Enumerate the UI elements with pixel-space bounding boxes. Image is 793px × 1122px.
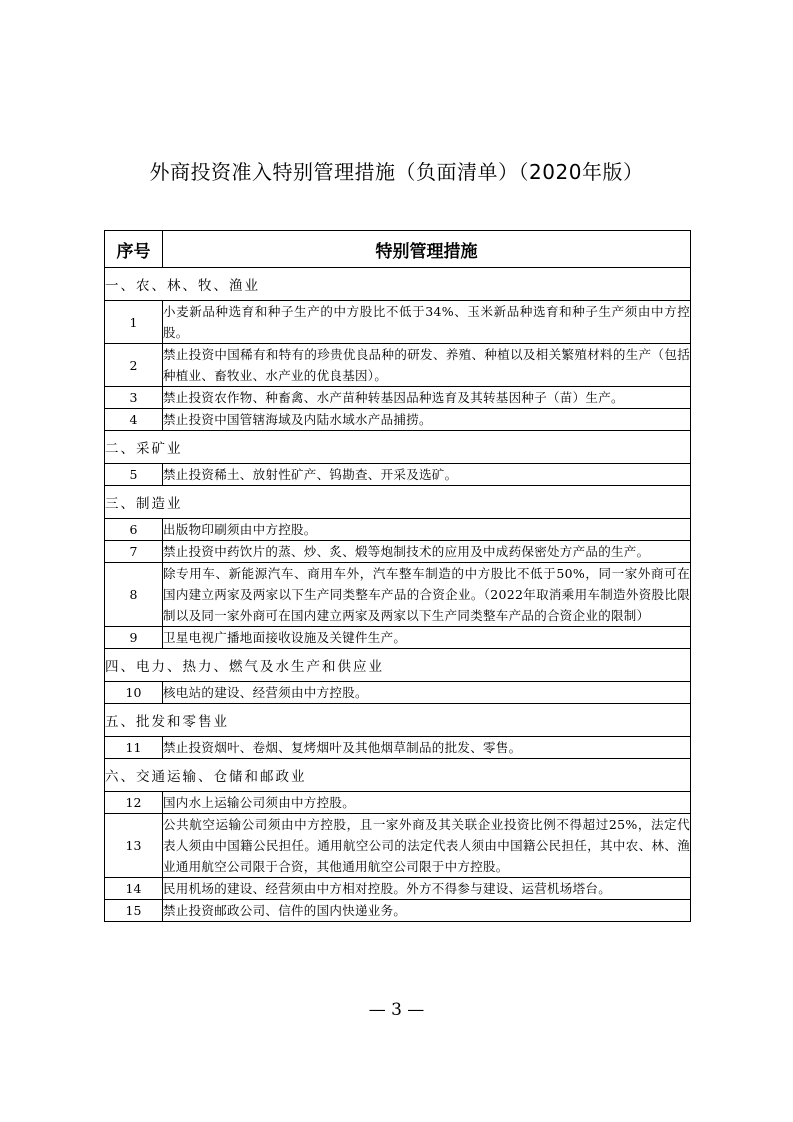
row-measure: 禁止投资稀土、放射性矿产、钨勘查、开采及选矿。 — [163, 464, 691, 486]
row-number: 12 — [105, 792, 163, 814]
row-number: 8 — [105, 563, 163, 627]
section-heading: 一、农、林、牧、渔业 — [105, 268, 691, 301]
row-number: 4 — [105, 409, 163, 431]
section-heading: 二、采矿业 — [105, 431, 691, 464]
table-row — [105, 900, 691, 922]
section-heading: 四、电力、热力、燃气及水生产和供应业 — [105, 649, 691, 682]
row-number: 2 — [105, 344, 163, 387]
row-measure: 民用机场的建设、经营须由中方相对控股。外方不得参与建设、运营机场塔台。 — [163, 878, 691, 900]
row-number: 6 — [105, 519, 163, 541]
row-measure: 禁止投资中药饮片的蒸、炒、炙、煅等炮制技术的应用及中成药保密处方产品的生产。 — [163, 541, 691, 563]
row-number: 3 — [105, 387, 163, 409]
section-row — [105, 759, 691, 792]
row-number: 1 — [105, 301, 163, 344]
row-number: 11 — [105, 737, 163, 759]
section-row — [105, 649, 691, 682]
section-row — [105, 431, 691, 464]
table-row — [105, 792, 691, 814]
table-row — [105, 519, 691, 541]
negative-list-table — [104, 230, 691, 922]
row-measure: 禁止投资邮政公司、信件的国内快递业务。 — [163, 900, 691, 922]
table-row — [105, 344, 691, 387]
row-number: 14 — [105, 878, 163, 900]
table-row — [105, 301, 691, 344]
row-measure: 卫星电视广播地面接收设施及关键件生产。 — [163, 627, 691, 649]
section-row — [105, 268, 691, 301]
row-measure: 禁止投资烟叶、卷烟、复烤烟叶及其他烟草制品的批发、零售。 — [163, 737, 691, 759]
row-measure: 小麦新品种选育和种子生产的中方股比不低于34%、玉米新品种选育和种子生产须由中方控股。 — [163, 301, 691, 344]
table-row — [105, 541, 691, 563]
row-measure: 禁止投资中国管辖海域及内陆水域水产品捕捞。 — [163, 409, 691, 431]
page-number: — 3 — — [368, 1000, 425, 1020]
row-measure: 除专用车、新能源汽车、商用车外，汽车整车制造的中方股比不低于50%，同一家外商可在国内建立两家及两家以下生产同类整车产品的合资企业。（2022年取消乘用车制造外资股比限制以及同一家外商可在国内建立两家及两家以下生产同类整车产品的合资企业的限制） — [163, 563, 691, 627]
row-measure: 公共航空运输公司须由中方控股，且一家外商及其关联企业投资比例不得超过25%，法定代表人须由中国籍公民担任。通用航空公司的法定代表人须由中国籍公民担任，其中农、林、渔业通用航空公司限于合资，其他通用航空公司限于中方控股。 — [163, 814, 691, 878]
row-number: 13 — [105, 814, 163, 878]
table-row — [105, 737, 691, 759]
table-row — [105, 814, 691, 878]
table-row — [105, 563, 691, 627]
row-number: 15 — [105, 900, 163, 922]
row-number: 5 — [105, 464, 163, 486]
row-measure: 核电站的建设、经营须由中方控股。 — [163, 682, 691, 704]
section-row — [105, 486, 691, 519]
section-heading: 六、交通运输、仓储和邮政业 — [105, 759, 691, 792]
table-row — [105, 409, 691, 431]
row-measure: 出版物印刷须由中方控股。 — [163, 519, 691, 541]
row-number: 7 — [105, 541, 163, 563]
row-measure: 国内水上运输公司须由中方控股。 — [163, 792, 691, 814]
table-row — [105, 878, 691, 900]
section-heading: 五、批发和零售业 — [105, 704, 691, 737]
row-measure: 禁止投资中国稀有和特有的珍贵优良品种的研发、养殖、种植以及相关繁殖材料的生产（包括种植业、畜牧业、水产业的优良基因）。 — [163, 344, 691, 387]
row-measure: 禁止投资农作物、种畜禽、水产苗种转基因品种选育及其转基因种子（苗）生产。 — [163, 387, 691, 409]
table-header-row — [105, 231, 691, 268]
table-row — [105, 627, 691, 649]
table-row — [105, 464, 691, 486]
row-number: 10 — [105, 682, 163, 704]
document-title: 外商投资准入特别管理措施（负面清单）（2020年版） — [149, 160, 644, 184]
section-heading: 三、制造业 — [105, 486, 691, 519]
table-row — [105, 387, 691, 409]
row-number: 9 — [105, 627, 163, 649]
header-num: 序号 — [105, 231, 163, 268]
section-row — [105, 704, 691, 737]
table-row — [105, 682, 691, 704]
header-measure: 特别管理措施 — [163, 231, 691, 268]
